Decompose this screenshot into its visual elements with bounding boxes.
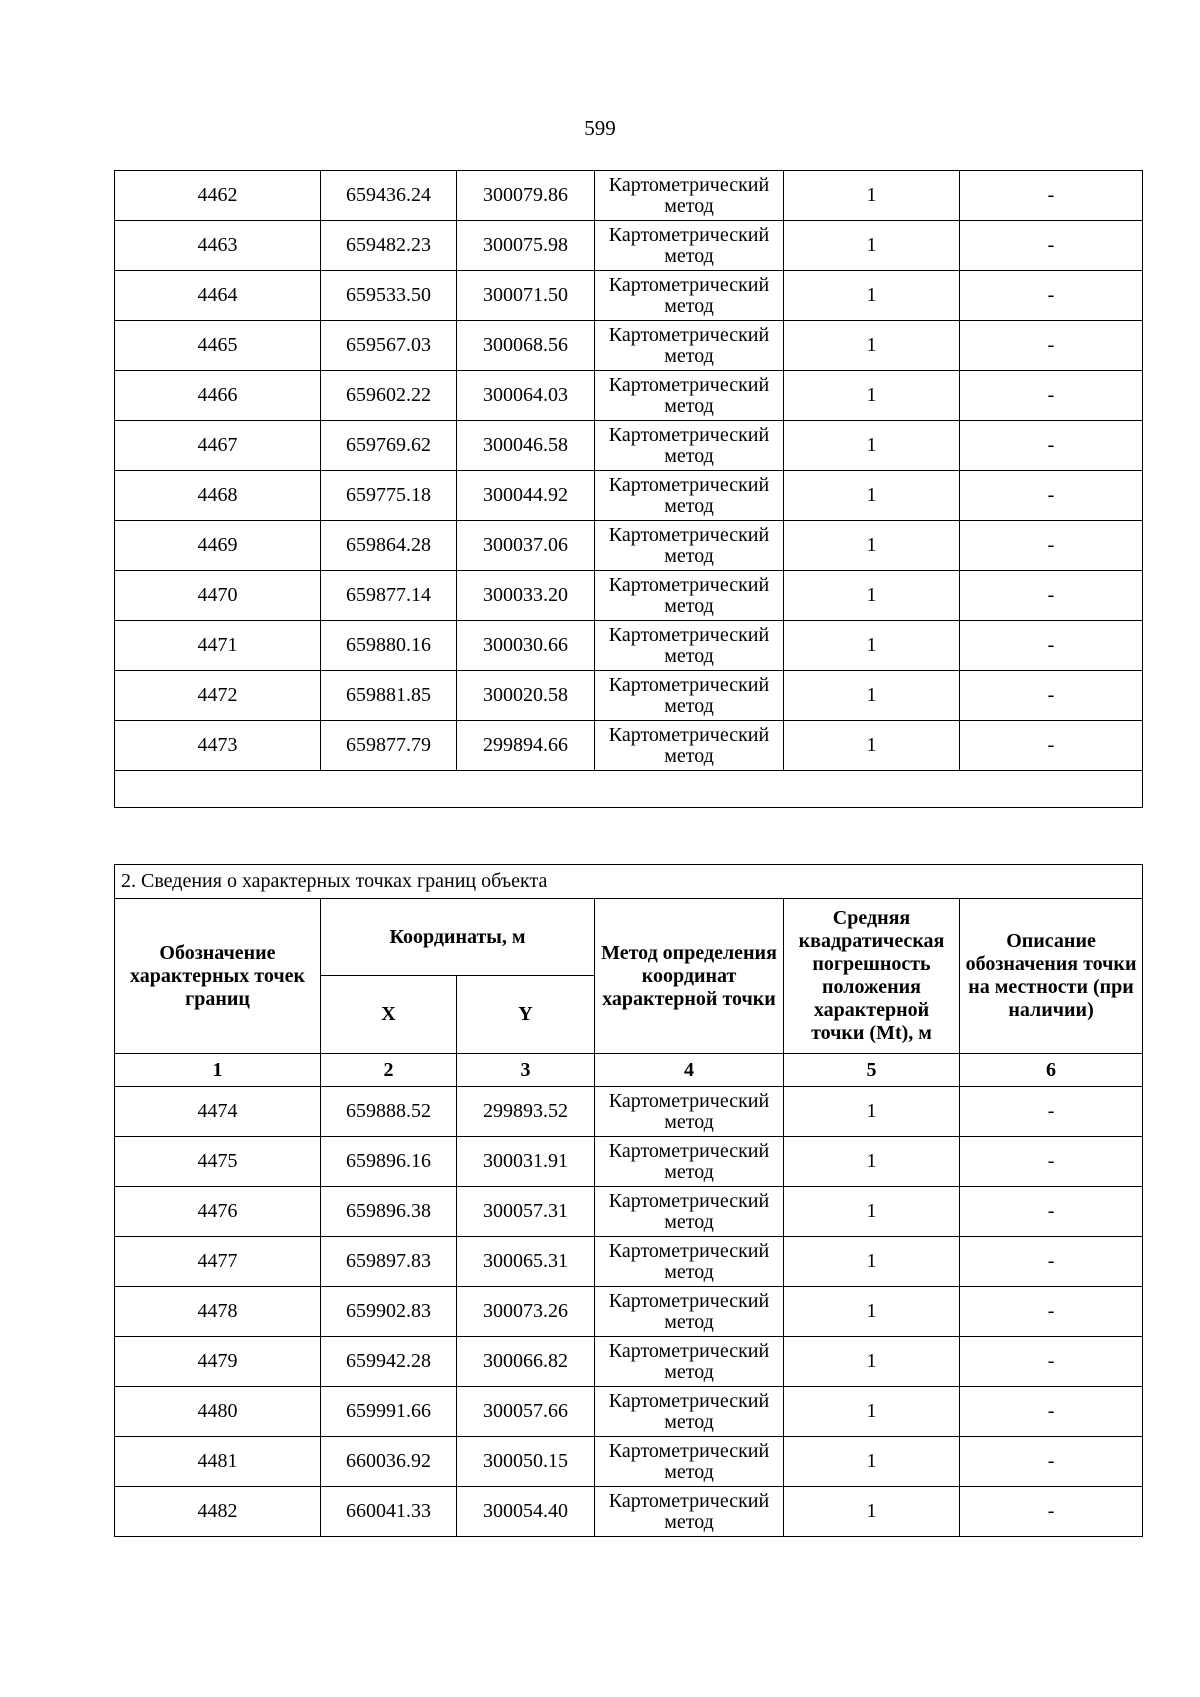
header-point-id: Обозначение характерных точек границ	[115, 899, 321, 1054]
method-cell: Картометрический метод	[595, 371, 784, 421]
table-row	[115, 221, 1143, 271]
coord-y-cell: 300037.06	[457, 521, 595, 571]
method-cell: Картометрический метод	[595, 1437, 784, 1487]
description-cell: -	[960, 1487, 1143, 1537]
table-row	[115, 321, 1143, 371]
coordinates-table-body	[115, 171, 1143, 808]
coord-y-cell: 300064.03	[457, 371, 595, 421]
coord-x-cell: 659902.83	[321, 1287, 457, 1337]
mean-error-cell: 1	[784, 421, 960, 471]
column-number: 6	[960, 1054, 1143, 1087]
coord-y-cell: 300071.50	[457, 271, 595, 321]
method-cell: Картометрический метод	[595, 621, 784, 671]
mean-error-cell: 1	[784, 1337, 960, 1387]
point-id-cell: 4469	[115, 521, 321, 571]
point-id-cell: 4477	[115, 1237, 321, 1287]
mean-error-cell: 1	[784, 1387, 960, 1437]
coord-y-cell: 300050.15	[457, 1437, 595, 1487]
point-id-cell: 4466	[115, 371, 321, 421]
coord-y-cell: 300057.31	[457, 1187, 595, 1237]
coord-y-cell: 300046.58	[457, 421, 595, 471]
point-id-cell: 4471	[115, 621, 321, 671]
mean-error-cell: 1	[784, 1487, 960, 1537]
table-row	[115, 171, 1143, 221]
coord-x-cell: 659880.16	[321, 621, 457, 671]
mean-error-cell: 1	[784, 1437, 960, 1487]
point-id-cell: 4480	[115, 1387, 321, 1437]
mean-error-cell: 1	[784, 171, 960, 221]
coord-x-cell: 659769.62	[321, 421, 457, 471]
description-cell: -	[960, 1437, 1143, 1487]
description-cell: -	[960, 1287, 1143, 1337]
header-x: X	[321, 976, 457, 1054]
coord-y-cell: 300030.66	[457, 621, 595, 671]
description-cell: -	[960, 571, 1143, 621]
empty-cell	[115, 771, 1143, 808]
point-id-cell: 4465	[115, 321, 321, 371]
table-row	[115, 721, 1143, 771]
coord-y-cell: 300079.86	[457, 171, 595, 221]
method-cell: Картометрический метод	[595, 1237, 784, 1287]
method-cell: Картометрический метод	[595, 1087, 784, 1137]
point-id-cell: 4468	[115, 471, 321, 521]
description-cell: -	[960, 721, 1143, 771]
mean-error-cell: 1	[784, 221, 960, 271]
coord-x-cell: 659864.28	[321, 521, 457, 571]
point-id-cell: 4462	[115, 171, 321, 221]
column-number: 4	[595, 1054, 784, 1087]
column-number: 2	[321, 1054, 457, 1087]
boundary-points-table	[114, 864, 1143, 1537]
method-cell: Картометрический метод	[595, 721, 784, 771]
mean-error-cell: 1	[784, 571, 960, 621]
table-row	[115, 571, 1143, 621]
mean-error-cell: 1	[784, 521, 960, 571]
coord-x-cell: 659482.23	[321, 221, 457, 271]
table-row	[115, 371, 1143, 421]
mean-error-cell: 1	[784, 721, 960, 771]
mean-error-cell: 1	[784, 1137, 960, 1187]
header-method: Метод определения координат характерной точки	[595, 899, 784, 1054]
header-mean-error: Средняя квадратическая погрешность положения характерной точки (Mt), м	[784, 899, 960, 1054]
coord-x-cell: 659942.28	[321, 1337, 457, 1387]
table-row	[115, 1137, 1143, 1187]
description-cell: -	[960, 1137, 1143, 1187]
table-row	[115, 421, 1143, 471]
coord-x-cell: 659877.79	[321, 721, 457, 771]
coord-x-cell: 659897.83	[321, 1237, 457, 1287]
method-cell: Картометрический метод	[595, 221, 784, 271]
coord-x-cell: 659533.50	[321, 271, 457, 321]
coord-x-cell: 659877.14	[321, 571, 457, 621]
mean-error-cell: 1	[784, 271, 960, 321]
method-cell: Картометрический метод	[595, 1137, 784, 1187]
table-row	[115, 1187, 1143, 1237]
coord-y-cell: 300044.92	[457, 471, 595, 521]
description-cell: -	[960, 1187, 1143, 1237]
description-cell: -	[960, 471, 1143, 521]
description-cell: -	[960, 221, 1143, 271]
mean-error-cell: 1	[784, 671, 960, 721]
table-row	[115, 1287, 1143, 1337]
description-cell: -	[960, 1387, 1143, 1437]
coord-x-cell: 659991.66	[321, 1387, 457, 1437]
mean-error-cell: 1	[784, 321, 960, 371]
description-cell: -	[960, 421, 1143, 471]
coord-y-cell: 300073.26	[457, 1287, 595, 1337]
description-cell: -	[960, 171, 1143, 221]
point-id-cell: 4479	[115, 1337, 321, 1387]
method-cell: Картометрический метод	[595, 1337, 784, 1387]
table-row	[115, 1087, 1143, 1137]
method-cell: Картометрический метод	[595, 271, 784, 321]
coord-y-cell: 300065.31	[457, 1237, 595, 1287]
table-row	[115, 1437, 1143, 1487]
coord-x-cell: 659881.85	[321, 671, 457, 721]
mean-error-cell: 1	[784, 1087, 960, 1137]
coord-y-cell: 300031.91	[457, 1137, 595, 1187]
coord-y-cell: 300054.40	[457, 1487, 595, 1537]
point-id-cell: 4476	[115, 1187, 321, 1237]
coord-y-cell: 299893.52	[457, 1087, 595, 1137]
coord-y-cell: 299894.66	[457, 721, 595, 771]
boundary-points-table-header	[115, 865, 1143, 1087]
description-cell: -	[960, 371, 1143, 421]
header-description: Описание обозначения точки на местности (при наличии)	[960, 899, 1143, 1054]
coord-x-cell: 659602.22	[321, 371, 457, 421]
point-id-cell: 4474	[115, 1087, 321, 1137]
coord-x-cell: 659567.03	[321, 321, 457, 371]
coord-y-cell: 300066.82	[457, 1337, 595, 1387]
coord-x-cell: 660041.33	[321, 1487, 457, 1537]
description-cell: -	[960, 671, 1143, 721]
coord-y-cell: 300020.58	[457, 671, 595, 721]
point-id-cell: 4464	[115, 271, 321, 321]
method-cell: Картометрический метод	[595, 171, 784, 221]
method-cell: Картометрический метод	[595, 471, 784, 521]
coord-y-cell: 300033.20	[457, 571, 595, 621]
header-y: Y	[457, 976, 595, 1054]
table-row	[115, 1237, 1143, 1287]
mean-error-cell: 1	[784, 621, 960, 671]
section-title: 2. Сведения о характерных точках границ объекта	[115, 865, 1143, 899]
table-row	[115, 671, 1143, 721]
point-id-cell: 4481	[115, 1437, 321, 1487]
table-row	[115, 471, 1143, 521]
column-number: 3	[457, 1054, 595, 1087]
point-id-cell: 4470	[115, 571, 321, 621]
coord-y-cell: 300057.66	[457, 1387, 595, 1437]
point-id-cell: 4478	[115, 1287, 321, 1337]
point-id-cell: 4467	[115, 421, 321, 471]
mean-error-cell: 1	[784, 1287, 960, 1337]
method-cell: Картометрический метод	[595, 1287, 784, 1337]
point-id-cell: 4475	[115, 1137, 321, 1187]
coord-x-cell: 659896.38	[321, 1187, 457, 1237]
method-cell: Картометрический метод	[595, 521, 784, 571]
table-row	[115, 271, 1143, 321]
point-id-cell: 4473	[115, 721, 321, 771]
column-number: 5	[784, 1054, 960, 1087]
point-id-cell: 4472	[115, 671, 321, 721]
description-cell: -	[960, 271, 1143, 321]
method-cell: Картометрический метод	[595, 1387, 784, 1437]
table-row	[115, 1487, 1143, 1537]
method-cell: Картометрический метод	[595, 571, 784, 621]
table-row	[115, 521, 1143, 571]
description-cell: -	[960, 1237, 1143, 1287]
point-id-cell: 4463	[115, 221, 321, 271]
description-cell: -	[960, 621, 1143, 671]
description-cell: -	[960, 1087, 1143, 1137]
mean-error-cell: 1	[784, 471, 960, 521]
table-row	[115, 1337, 1143, 1387]
coord-x-cell: 659436.24	[321, 171, 457, 221]
page-number: 599	[584, 116, 616, 140]
description-cell: -	[960, 521, 1143, 571]
coord-x-cell: 659775.18	[321, 471, 457, 521]
boundary-points-table-body	[115, 1087, 1143, 1537]
mean-error-cell: 1	[784, 1187, 960, 1237]
method-cell: Картометрический метод	[595, 1487, 784, 1537]
coordinates-table-continued	[114, 170, 1143, 808]
mean-error-cell: 1	[784, 1237, 960, 1287]
mean-error-cell: 1	[784, 371, 960, 421]
method-cell: Картометрический метод	[595, 421, 784, 471]
method-cell: Картометрический метод	[595, 1187, 784, 1237]
coord-x-cell: 660036.92	[321, 1437, 457, 1487]
method-cell: Картометрический метод	[595, 671, 784, 721]
column-number: 1	[115, 1054, 321, 1087]
header-coordinates: Координаты, м	[321, 899, 595, 976]
point-id-cell: 4482	[115, 1487, 321, 1537]
coord-y-cell: 300068.56	[457, 321, 595, 371]
coord-x-cell: 659888.52	[321, 1087, 457, 1137]
method-cell: Картометрический метод	[595, 321, 784, 371]
table-row	[115, 621, 1143, 671]
table-row	[115, 1387, 1143, 1437]
coord-y-cell: 300075.98	[457, 221, 595, 271]
description-cell: -	[960, 321, 1143, 371]
coord-x-cell: 659896.16	[321, 1137, 457, 1187]
description-cell: -	[960, 1337, 1143, 1387]
empty-row	[115, 771, 1143, 808]
